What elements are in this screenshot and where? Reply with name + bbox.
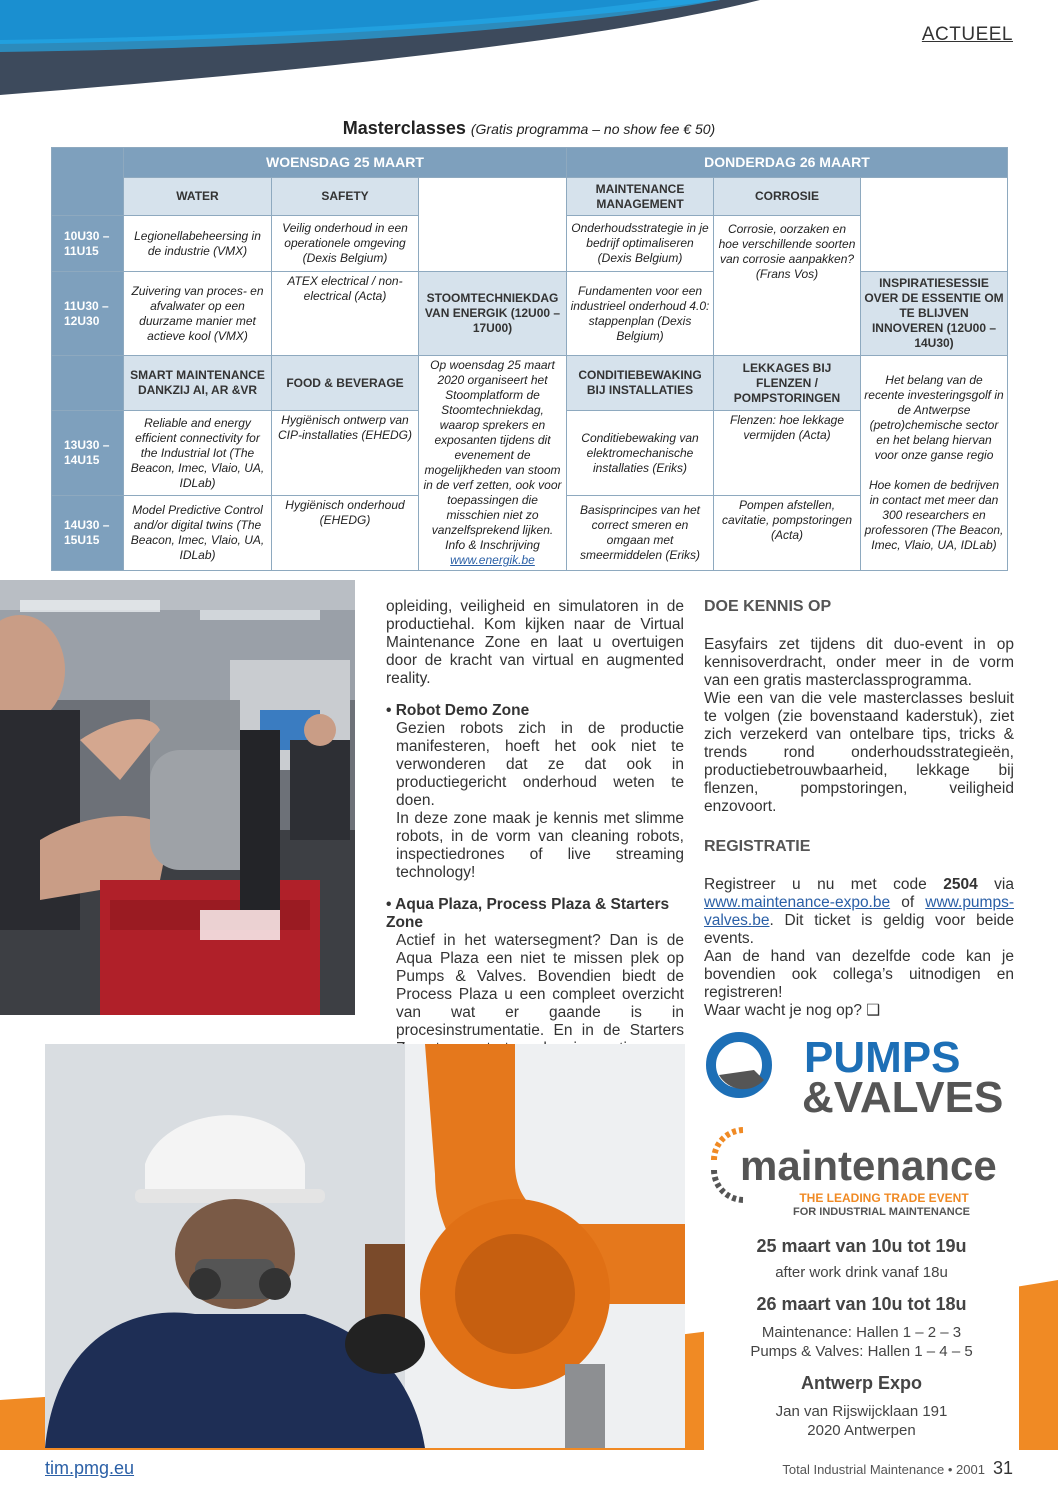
worker-photo [45,1044,685,1448]
session-cell: Hygiënisch onderhoud (EHEDG) [272,496,419,571]
pumps-text: PUMPS [804,1033,961,1082]
session-cell: Legionellabeheersing in de industrie (VMX) [124,216,272,272]
time-slot: 11U30 – 12U30 [52,272,124,356]
article-paragraph: Registreer u nu met code 2504 via www.maintenance-expo.be of www.pumps-valves.be. Dit ticket is geldig voor beide events. [704,876,1014,947]
session-cell: Flenzen: hoe lekkage vermijden (Acta) [714,411,861,496]
session-cell: Pompen afstellen, cavitatie, pompstoringen (Acta) [714,496,861,571]
tagline-line-1: THE LEADING TRADE EVENT [799,1191,969,1205]
pumps-valves-link[interactable]: www.pumps-valves.be [704,894,1014,929]
topic-maintenance-management: MAINTENANCE MANAGEMENT [567,178,714,216]
event-logos [704,1030,1019,1210]
article-column-2 [704,598,1014,1020]
session-cell: Veilig onderhoud in een operationele omgeving (Dexis Belgium) [272,216,419,272]
topic-conditiebewaking: CONDITIEBEWAKING BIJ INSTALLATIES [567,356,714,411]
maintenance-logo-text: maintenance [740,1142,997,1189]
session-cell: ATEX electrical / non-electrical (Acta) [272,272,419,356]
article-paragraph: Gezien robots zich in de productie manifesteren, hoeft het ook niet te verwonderen dat ze dat ook in productiegericht onderhoud weten te doen. [396,720,684,809]
empty-cell [419,178,567,272]
halls-pumps-valves: Pumps & Valves: Hallen 1 – 4 – 5 [750,1343,973,1360]
session-cell: Model Predictive Control and/or digital twins (The Beacon, Imec, Vlaio, UA, IDLab) [124,496,272,571]
article-column-1 [386,598,684,1058]
kennis-heading: DOE KENNIS OP [704,598,832,615]
article-paragraph: Aan de hand van dezelfde code kan je bovendien ook collega’s uitnodigen en registreren! [704,948,1014,1001]
topic-water: WATER [124,178,272,216]
time-slot: 10U30 – 11U15 [52,216,124,272]
session-cell: Fundamenten voor een industrieel onderhoud 4.0: stappenplan (Dexis Belgium) [567,272,714,356]
topic-food-beverage: FOOD & BEVERAGE [272,356,419,411]
masterclasses-title: Masterclasses (Gratis programma – no show fee € 50) [342,118,716,138]
article-paragraph: In deze zone maak je kennis met slimme robots, in de vorm van cleaning robots, inspectiedrones of live streaming technology! [396,810,684,881]
date-line-1: 25 maart van 10u tot 19u [756,1236,967,1256]
header-swoosh [0,0,1058,100]
day-header-wednesday: WOENSDAG 25 MAART [124,148,567,178]
footer-magazine: Total Industrial Maintenance • 2001 31 [782,1458,1013,1478]
energik-link[interactable]: www.energik.be [450,553,535,567]
masterclasses-table [51,147,1008,571]
session-cell: Corrosie, oorzaken en hoe verschillende soorten van corrosie aanpakken? (Frans Vos) [714,216,861,356]
article-paragraph: Waar wacht je nog op? ❑ [704,1002,881,1019]
inspiratiesessie-description: Het belang van de recente investeringsgolf in de Antwerpse (petro)chemische sector en het belang hiervan voor onze ganse regio Hoe komen de bedrijven in contact met meer dan 300 researchers en professoren (The Beacon, Imec, Vlaio, UA, IDLab) [861,356,1008,571]
blank-cell [52,356,124,411]
stoomtechniekdag-title: STOOMTECHNIEKDAG VAN ENERGIK (12U00 – 17U00) [419,272,567,356]
session-cell: Conditiebewaking van elektromechanische installaties (Eriks) [567,411,714,496]
tagline-line-2: FOR INDUSTRIAL MAINTENANCE [792,1206,970,1218]
topic-safety: SAFETY [272,178,419,216]
event-advertisement [704,1030,1019,1450]
registratie-heading: REGISTRATIE [704,838,811,855]
article-paragraph: Easyfairs zet tijdens dit duo-event in op kennisoverdracht, onder meer in de vorm van een gratis masterclassprogramma. [704,636,1014,689]
session-cell: Zuivering van proces- en afvalwater op een duurzame manier met actieve kool (VMX) [124,272,272,356]
page-number: 31 [992,1458,1013,1478]
valves-text: &VALVES [802,1073,1004,1122]
article-paragraph: Actief in het watersegment? Dan is de Aqua Plaza een niet te missen plek op Pumps & Valves. Bovendien biedt de Process Plaza u een compleet overzicht van wat er gaande is in procesinstrumentatie. En in de Starters [396,932,684,1039]
time-slot: 13U30 – 14U15 [52,411,124,496]
session-cell: Onderhoudsstrategie in je bedrijf optimaliseren (Dexis Belgium) [567,216,714,272]
footer-site-link[interactable]: tim.pmg.eu [45,1458,135,1478]
robot-demo-heading: • Robot Demo Zone [386,702,530,719]
date-line-2: 26 maart van 10u tot 18u [756,1294,967,1314]
venue-name: Antwerp Expo [800,1373,922,1393]
stoomtechniekdag-description: Op woensdag 25 maart 2020 organiseert het Stoomplatform de Stoomtechniekdag, waarop sprekers en exposanten tijdens dit evenement de mogelijkheden van stoom in de verf zetten, ook voor toepassingen die misschien niet zo vanzelfsprekend lijken. Info & Inschrijving www.energik.be [419,356,567,571]
section-label[interactable]: ACTUEEL [921,24,1013,45]
corner-cell [52,148,124,216]
session-cell: Hygiënisch ontwerp van CIP-installaties (EHEDG) [272,411,419,496]
session-cell: Basisprincipes van het correct smeren en omgaan met smeermiddelen (Eriks) [567,496,714,571]
maintenance-expo-link[interactable]: www.maintenance-expo.be [704,894,891,911]
day-header-thursday: DONDERDAG 26 MAART [567,148,1008,178]
halls-maintenance: Maintenance: Hallen 1 – 2 – 3 [761,1324,962,1341]
time-slot: 14U30 – 15U15 [52,496,124,571]
trade-fair-photo [0,580,355,1015]
article-paragraph: opleiding, veiligheid en simulatoren in de productiehal. Kom kijken naar de Virtual Maintenance Zone en laat u overtuigen door de kracht van virtual en augmented reality. [386,598,684,687]
topic-lekkages: LEKKAGES BIJ FLENZEN / POMPSTORINGEN [714,356,861,411]
topic-smart-maintenance: SMART MAINTENANCE DANKZIJ AI, AR &VR [124,356,272,411]
inspiratiesessie-title: INSPIRATIESESSIE OVER DE ESSENTIE OM TE BLIJVEN INNOVEREN (12U00 – 14U30) [861,272,1008,356]
venue-address-1: Jan van Rijswijcklaan 191 [775,1403,948,1420]
aqua-plaza-heading: • Aqua Plaza, Process Plaza & Starters Zone [386,896,670,931]
article-paragraph: Wie een van die vele masterclasses besluit te volgen (zie bovenstaand kaderstuk), ziet zich verzekerd van ontelbare tips, tricks & trends rond onderhoudsstrategieën, productiebetrouwbaarheid, lekkage bij flenzen, pompstoringen, veiligheid enzovoort. [704,690,1014,815]
topic-corrosie: CORROSIE [714,178,861,216]
session-cell: Reliable and energy efficient connectivity for the Industrial Iot (The Beacon, Imec, Vlaio, UA, IDLab) [124,411,272,496]
venue-address-2: 2020 Antwerpen [807,1422,916,1439]
date-line-1-sub: after work drink vanaf 18u [775,1264,948,1281]
empty-cell [861,178,1008,272]
